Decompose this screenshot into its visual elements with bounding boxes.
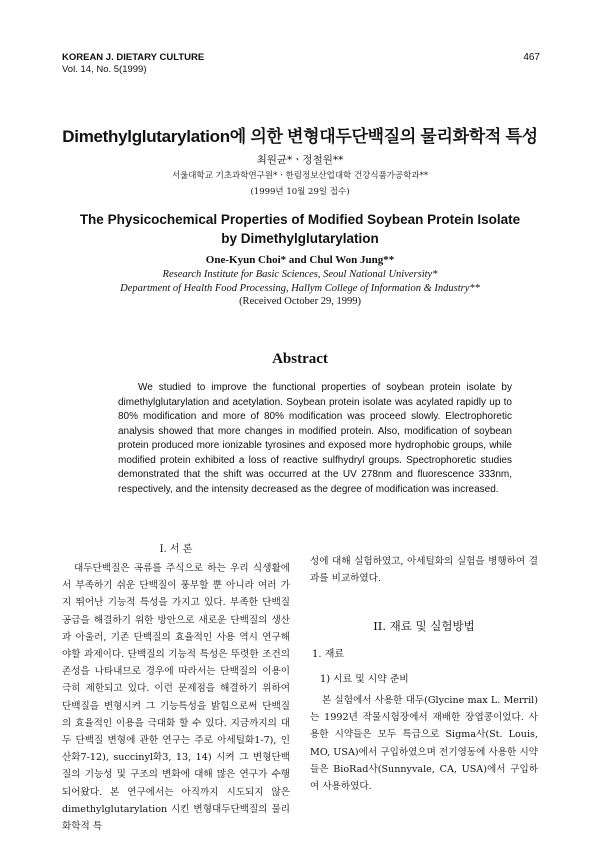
section2-subheading-materials: 1. 재료: [312, 649, 345, 660]
journal-volume: Vol. 14, No. 5(1999): [62, 64, 147, 75]
abstract-text: We studied to improve the functional properties of soybean protein isolate by dimethylglutarylation and acetylation. Soybean protein isolate was acylated rapidly up to 80% modification and more of 80% modification was proceed slowly. Electrophoretic analysis showed that more changes in modified protein. Also, modification of soybean protein produced more ionizable tyrosines and exposed more hydrophobic groups, while modified protein exhibited a loss of reactive sulfhydryl groups. Spectrophoretic studies demonstrated that the shift was occurred at the UV 278nm and fluorescence 333nm, respectively, and the intensity decreased as the degree of modification was increased.: [118, 382, 512, 495]
korean-affiliation: 서울대학교 기초과학연구원*ㆍ한림정보산업대학 건강식품가공학과**: [171, 171, 429, 181]
korean-authors: 최원균*ㆍ정철원**: [256, 154, 344, 166]
section1-continuation: 성에 대해 실험하였고, 아세틸화의 실험을 병행하여 결과를 비교하였다.: [310, 556, 538, 585]
page-number: 467: [523, 52, 540, 63]
english-title-line1: The Physicochemical Properties of Modified Soybean Protein Isolate: [79, 212, 521, 227]
english-authors: One-Kyun Choi* and Chul Won Jung**: [205, 254, 395, 266]
english-affiliation-2: Department of Health Food Processing, Hallym College of Information & Industry**: [120, 283, 480, 294]
journal-name: KOREAN J. DIETARY CULTURE: [62, 52, 205, 63]
section1-paragraph: 대두단백질은 곡류를 주식으로 하는 우리 식생활에서 부족하기 쉬운 단백질이 풍부할 뿐 아니라 여러 가지 뛰어난 기능적 특성을 가지고 있다. 부족한 단백질 공급을 해결하기 위한 방안으로 새로운 단백질의 생산과 아울러, 기존 단백질의 효율적인 사용 역시 연구해야할 과제이다. 단백질의 기능적 특성은 뚜렷한 조건의존성을 나타내므로 경우에 따라서는 단백질의 이용이 극히 제한되고 있다. 이런 문제점을 해결하기 위하여 단백질을 변형시켜 그 기능특성을 밝힘으로써 단백질의 효율적인 이용을 극대화 할 수 있다. 지금까지의 대두 단백질 변형에 관한 연구는 주로 아세틸화1-7), 인산화7-12), succinyl화3, 13, 14) 시켜 그 변형단백질의 기능성 및 구조의 변화에 대해 많은 연구가 수행되어왔다. 본 연구에서는 아직까지 시도되지 않은 dimethylglutarylation 시킨 변형대두단백질의 물리화학적 특: [62, 563, 290, 833]
journal-header: [62, 52, 204, 76]
section2-subheading-reagents: 1) 시료 및 시약 준비: [320, 674, 409, 685]
korean-received-date: (1999년 10월 29일 접수): [250, 187, 350, 197]
english-title-line2: by Dimethylglutarylation: [221, 231, 379, 246]
korean-title: Dimethylglutarylation에 의한 변형대두단백질의 물리화학적 특성: [62, 127, 538, 146]
english-received-date: (Received October 29, 1999): [239, 296, 361, 307]
abstract-heading: Abstract: [272, 351, 328, 367]
section1-heading: I. 서 론: [159, 544, 193, 555]
english-title: [0, 210, 600, 248]
english-affiliation: [0, 268, 600, 296]
english-affiliation-1: Research Institute for Basic Sciences, Seoul National University*: [162, 269, 438, 280]
section2-paragraph: 본 실험에서 사용한 대두(Glycine max L. Merril)는 1992년 작물시험장에서 재배한 장엽콩이었다. 사용한 시약들은 모두 특급으로 Sigma사(St. Louis, MO, USA)에서 구입하였으며 전기영동에 사용한 시약들은 BioRad사(Sunnyvale, CA, USA)에서 구입하여 사용하였다.: [310, 695, 538, 793]
section2-heading: II. 재료 및 실험방법: [373, 619, 475, 633]
